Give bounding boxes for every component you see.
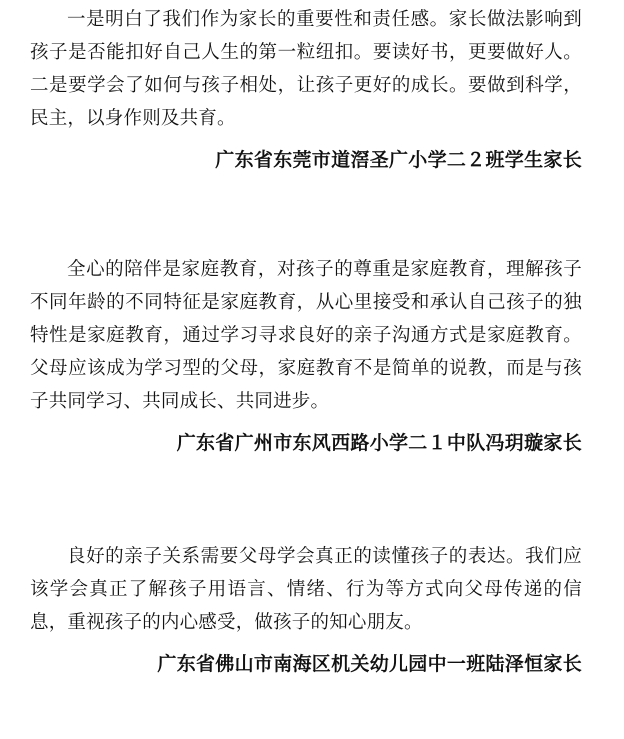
comment-signature: 广东省佛山市南海区机关幼儿园中一班陆泽恒家长: [157, 653, 582, 675]
comment-paragraph: 良好的亲子关系需要父母学会真正的读懂孩子的表达。我们应该学会真正了解孩子用语言、情绪、行为等方式向父母传递的信息，重视孩子的内心感受，做孩子的知心朋友。: [30, 546, 582, 633]
comment-paragraph: 一是明白了我们作为家长的重要性和责任感。家长做法影响到孩子是否能扣好自己人生的第一粒纽扣。要读好书，更要做好人。二是要学会了如何与孩子相处，让孩子更好的成长。要做到科学，民主，以身作则及共育。: [30, 9, 582, 129]
parent-comment-2: [30, 253, 582, 458]
comment-signature: 广东省广州市东风西路小学二１中队冯玥璇家长: [176, 432, 582, 454]
parent-comment-1: [30, 3, 582, 175]
comment-paragraph: 全心的陪伴是家庭教育，对孩子的尊重是家庭教育，理解孩子不同年龄的不同特征是家庭教育，从心里接受和承认自己孩子的独特性是家庭教育，通过学习寻求良好的亲子沟通方式是家庭教育。父母应该成为学习型的父母，家庭教育不是简单的说教，而是与孩子共同学习、共同成长、共同进步。: [30, 259, 582, 412]
parent-comment-3: [30, 540, 582, 679]
comment-signature: 广东省东莞市道滘圣广小学二２班学生家长: [215, 149, 582, 171]
